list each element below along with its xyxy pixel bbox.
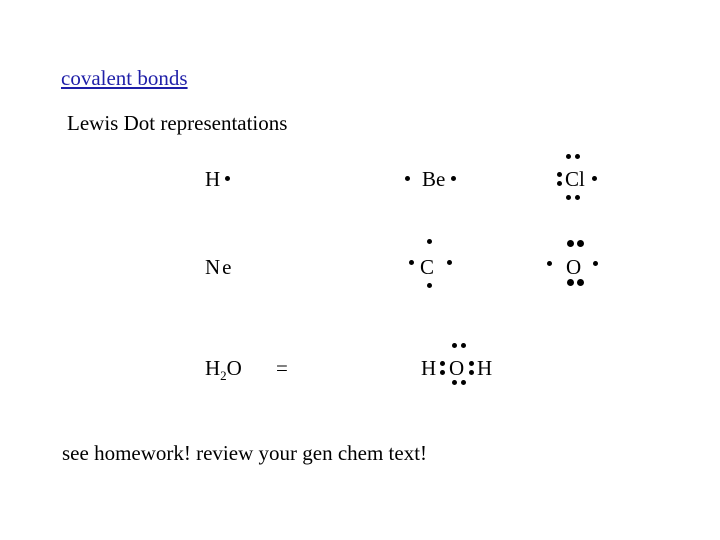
electron-dot — [469, 370, 474, 375]
electron-dot — [427, 239, 432, 244]
water-formula — [205, 358, 242, 382]
water-oxygen: O — [449, 356, 465, 380]
electron-dot — [592, 176, 597, 181]
electron-dot — [225, 176, 230, 181]
neon-symbol: Ne — [205, 255, 234, 279]
water-formula-subscript: 2 — [220, 368, 227, 383]
electron-dot — [405, 176, 410, 181]
electron-dot — [575, 154, 580, 159]
electron-dot — [440, 361, 445, 366]
water-formula-h: H — [205, 356, 221, 380]
electron-dot — [567, 240, 574, 247]
chlorine-symbol: Cl — [565, 167, 585, 191]
electron-dot — [452, 380, 457, 385]
electron-dot — [566, 154, 571, 159]
electron-dot — [427, 283, 432, 288]
electron-dot — [469, 361, 474, 366]
electron-dot — [566, 195, 571, 200]
carbon-symbol: C — [420, 255, 435, 279]
electron-dot — [577, 279, 584, 286]
electron-dot — [461, 380, 466, 385]
water-right-hydrogen: H — [477, 356, 493, 380]
electron-dot — [593, 261, 598, 266]
electron-dot — [577, 240, 584, 247]
electron-dot — [440, 370, 445, 375]
water-formula-o: O — [226, 356, 242, 380]
electron-dot — [557, 172, 562, 177]
electron-dot — [452, 343, 457, 348]
oxygen-symbol: O — [566, 255, 582, 279]
beryllium-symbol: Be — [422, 167, 446, 191]
page-subtitle: Lewis Dot representations — [67, 111, 288, 135]
hydrogen-symbol: H — [205, 167, 221, 191]
electron-dot — [447, 260, 452, 265]
water-left-hydrogen: H — [421, 356, 437, 380]
electron-dot — [451, 176, 456, 181]
electron-dot — [575, 195, 580, 200]
equals-sign: = — [276, 356, 288, 380]
electron-dot — [409, 260, 414, 265]
homework-note: see homework! review your gen chem text! — [62, 441, 428, 465]
electron-dot — [567, 279, 574, 286]
electron-dot — [557, 181, 562, 186]
electron-dot — [461, 343, 466, 348]
electron-dot — [547, 261, 552, 266]
page-title-link[interactable]: covalent bonds — [61, 66, 188, 90]
